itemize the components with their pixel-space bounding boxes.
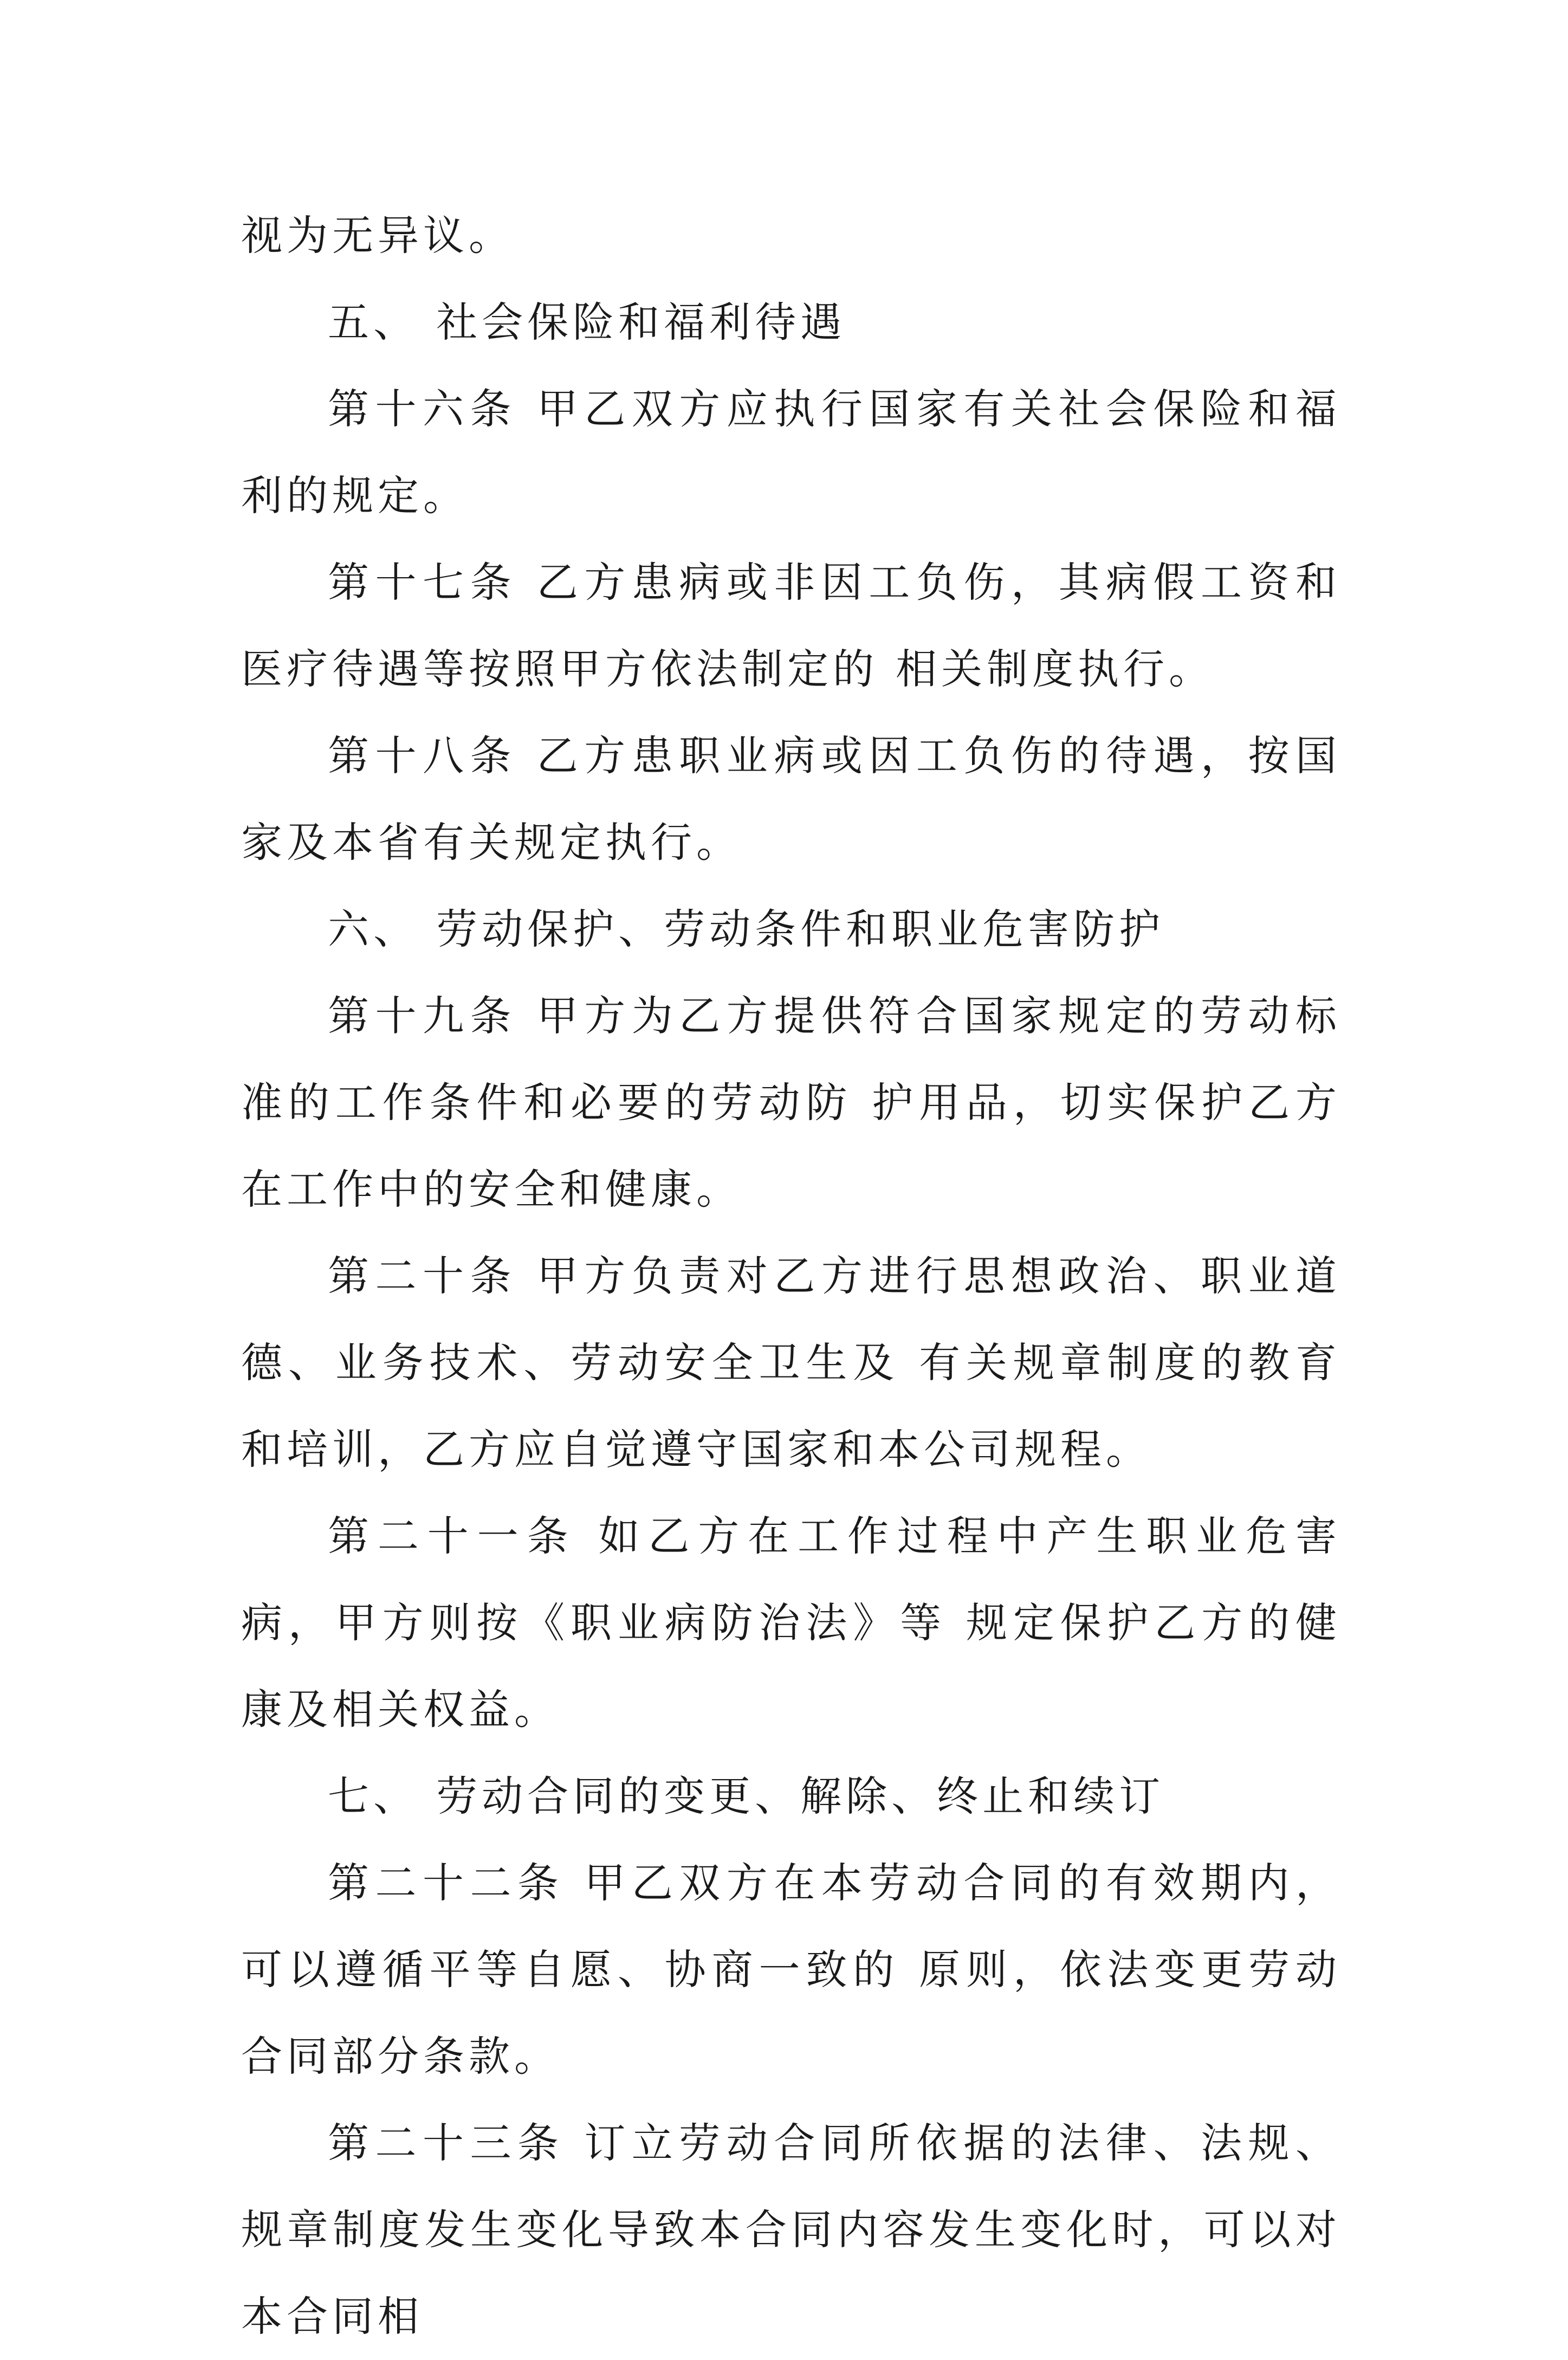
article-19: 第十九条 甲方为乙方提供符合国家规定的劳动标准的工作条件和必要的劳动防 护用品，切实保护乙方在工作中的安全和健康。: [241, 992, 1341, 1213]
article-17: 第十七条 乙方患病或非因工负伤，其病假工资和医疗待遇等按照甲方依法制定的 相关制度执行。: [241, 558, 1341, 693]
article-23: 第二十三条 订立劳动合同所依据的法律、法规、规章制度发生变化导致本合同内容发生变化时，可以对本合同相: [241, 2119, 1341, 2340]
article-21: 第二十一条 如乙方在工作过程中产生职业危害病，甲方则按《职业病防治法》等 规定保护乙方的健康及相关权益。: [241, 1512, 1341, 1734]
section-heading-five: 五、 社会保险和福利待遇: [328, 298, 846, 346]
article-22: 第二十二条 甲乙双方在本劳动合同的有效期内，可以遵循平等自愿、协商一致的 原则，依法变更劳动合同部分条款。: [241, 1859, 1341, 2080]
paragraph-continuation: 视为无异议。: [241, 211, 514, 260]
article-20: 第二十条 甲方负责对乙方进行思想政治、职业道德、业务技术、劳动安全卫生及 有关规章制度的教育和培训，乙方应自觉遵守国家和本公司规程。: [241, 1252, 1341, 1473]
article-16: 第十六条 甲乙双方应执行国家有关社会保险和福利的规定。: [241, 385, 1341, 520]
document-body: [241, 192, 1341, 2360]
article-18: 第十八条 乙方患职业病或因工负伤的待遇，按国家及本省有关规定执行。: [241, 732, 1341, 867]
section-heading-six: 六、 劳动保护、劳动条件和职业危害防护: [328, 905, 1165, 953]
section-heading-seven: 七、 劳动合同的变更、解除、终止和续订: [328, 1772, 1165, 1820]
